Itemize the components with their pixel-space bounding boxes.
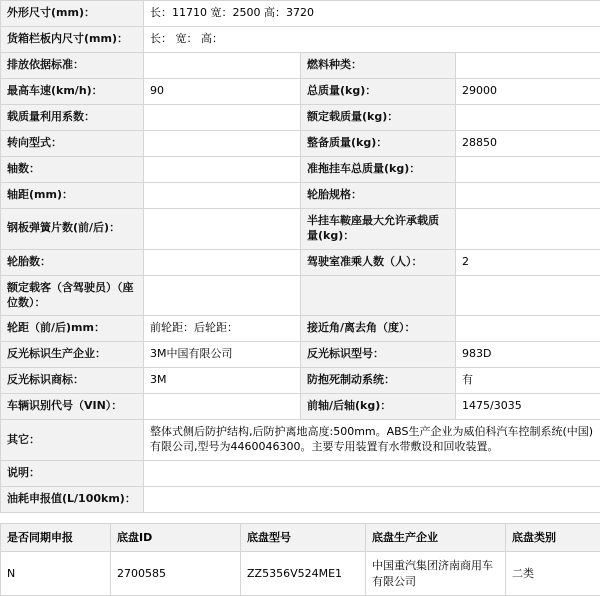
table-row (1, 209, 600, 250)
spec-label: 半挂车鞍座最大允许承载质量(kg)： (301, 209, 456, 250)
table-separator (0, 513, 600, 523)
table-row (1, 53, 600, 79)
spec-value: 长：11710 宽：2500 高：3720 (144, 1, 600, 27)
spec-value (456, 157, 600, 183)
spec-value: 90 (144, 79, 301, 105)
spec-value: 3M (144, 368, 301, 394)
spec-label: 货箱栏板内尺寸(mm)： (1, 27, 144, 53)
table-row (1, 1, 600, 27)
chassis-header-cell: 底盘类别 (506, 524, 600, 552)
spec-label: 车辆识别代号（VIN）： (1, 394, 144, 420)
spec-value (144, 183, 301, 209)
table-row (1, 368, 600, 394)
spec-label: 轮胎规格： (301, 183, 456, 209)
spec-label (301, 275, 456, 316)
spec-value: 长： 宽： 高： (144, 27, 600, 53)
spec-label: 排放依据标准： (1, 53, 144, 79)
table-row (1, 183, 600, 209)
chassis-cell-id: 2700585 (111, 552, 241, 596)
spec-value: 983D (456, 342, 600, 368)
spec-value: 有 (456, 368, 600, 394)
spec-label: 燃料种类： (301, 53, 456, 79)
other-label: 其它： (1, 420, 144, 461)
spec-label: 轮胎数： (1, 249, 144, 275)
spec-label: 额定载质量(kg)： (301, 105, 456, 131)
spec-label: 驾驶室准乘人数（人）： (301, 249, 456, 275)
chassis-cell-model: ZZ5356V524ME1 (241, 552, 366, 596)
spec-value (144, 53, 301, 79)
spec-value (144, 394, 301, 420)
spec-label: 反光标识商标： (1, 368, 144, 394)
table-row (1, 131, 600, 157)
table-row (1, 79, 600, 105)
other-value: 整体式侧后防护结构,后防护离地高度:500mm。ABS生产企业为威伯科汽车控制系统(中国)有限公司,型号为4460046300。主要专用装置有水带敷设和回收装置。 (144, 420, 600, 461)
chassis-cell-manufacturer: 中国重汽集团济南商用车有限公司 (366, 552, 506, 596)
spec-value (456, 209, 600, 250)
spec-label: 轴数： (1, 157, 144, 183)
spec-value (144, 249, 301, 275)
spec-label: 最高车速(km/h)： (1, 79, 144, 105)
note-value (144, 461, 600, 487)
spec-value: 2 (456, 249, 600, 275)
spec-value (144, 105, 301, 131)
chassis-header-cell: 底盘型号 (241, 524, 366, 552)
spec-value (144, 131, 301, 157)
spec-label: 总质量(kg)： (301, 79, 456, 105)
spec-value (144, 157, 301, 183)
spec-label: 整备质量(kg)： (301, 131, 456, 157)
spec-label: 钢板弹簧片数(前/后)： (1, 209, 144, 250)
table-row-other (1, 420, 600, 461)
chassis-header-cell: 底盘ID (111, 524, 241, 552)
spec-label: 轴距(mm)： (1, 183, 144, 209)
spec-value: 29000 (456, 79, 600, 105)
spec-label: 额定载客（含驾驶员）（座位数）： (1, 275, 144, 316)
spec-label: 反光标识型号： (301, 342, 456, 368)
spec-value (456, 105, 600, 131)
chassis-table (0, 523, 600, 596)
table-row (1, 275, 600, 316)
spec-value (456, 53, 600, 79)
table-row (1, 249, 600, 275)
table-row-fuel (1, 487, 600, 513)
table-row (1, 105, 600, 131)
chassis-cell-category: 二类 (506, 552, 600, 596)
chassis-cell-same-period: N (1, 552, 111, 596)
spec-value (144, 209, 301, 250)
spec-label: 转向型式： (1, 131, 144, 157)
note-label: 说明： (1, 461, 144, 487)
table-row (1, 342, 600, 368)
table-row (1, 27, 600, 53)
table-row (1, 394, 600, 420)
spec-label: 准拖挂车总质量(kg)： (301, 157, 456, 183)
spec-value: 前轮距：后轮距： (144, 316, 301, 342)
spec-label: 载质量利用系数： (1, 105, 144, 131)
spec-value: 28850 (456, 131, 600, 157)
chassis-header-row (1, 524, 600, 552)
spec-label: 外形尺寸(mm)： (1, 1, 144, 27)
spec-label: 防抱死制动系统： (301, 368, 456, 394)
spec-value: 1475/3035 (456, 394, 600, 420)
spec-label: 轮距（前/后)mm： (1, 316, 144, 342)
fuel-value (144, 487, 600, 513)
spec-label: 接近角/离去角（度）： (301, 316, 456, 342)
chassis-header-cell: 底盘生产企业 (366, 524, 506, 552)
spec-value (144, 275, 301, 316)
spec-label: 反光标识生产企业： (1, 342, 144, 368)
spec-value (456, 183, 600, 209)
table-row (1, 552, 600, 596)
spec-value (456, 316, 600, 342)
table-row-note (1, 461, 600, 487)
table-row (1, 316, 600, 342)
table-row (1, 157, 600, 183)
spec-value: 3M中国有限公司 (144, 342, 301, 368)
fuel-label: 油耗申报值(L/100km)： (1, 487, 144, 513)
chassis-header-cell: 是否同期申报 (1, 524, 111, 552)
spec-label: 前轴/后轴(kg)： (301, 394, 456, 420)
spec-value (456, 275, 600, 316)
